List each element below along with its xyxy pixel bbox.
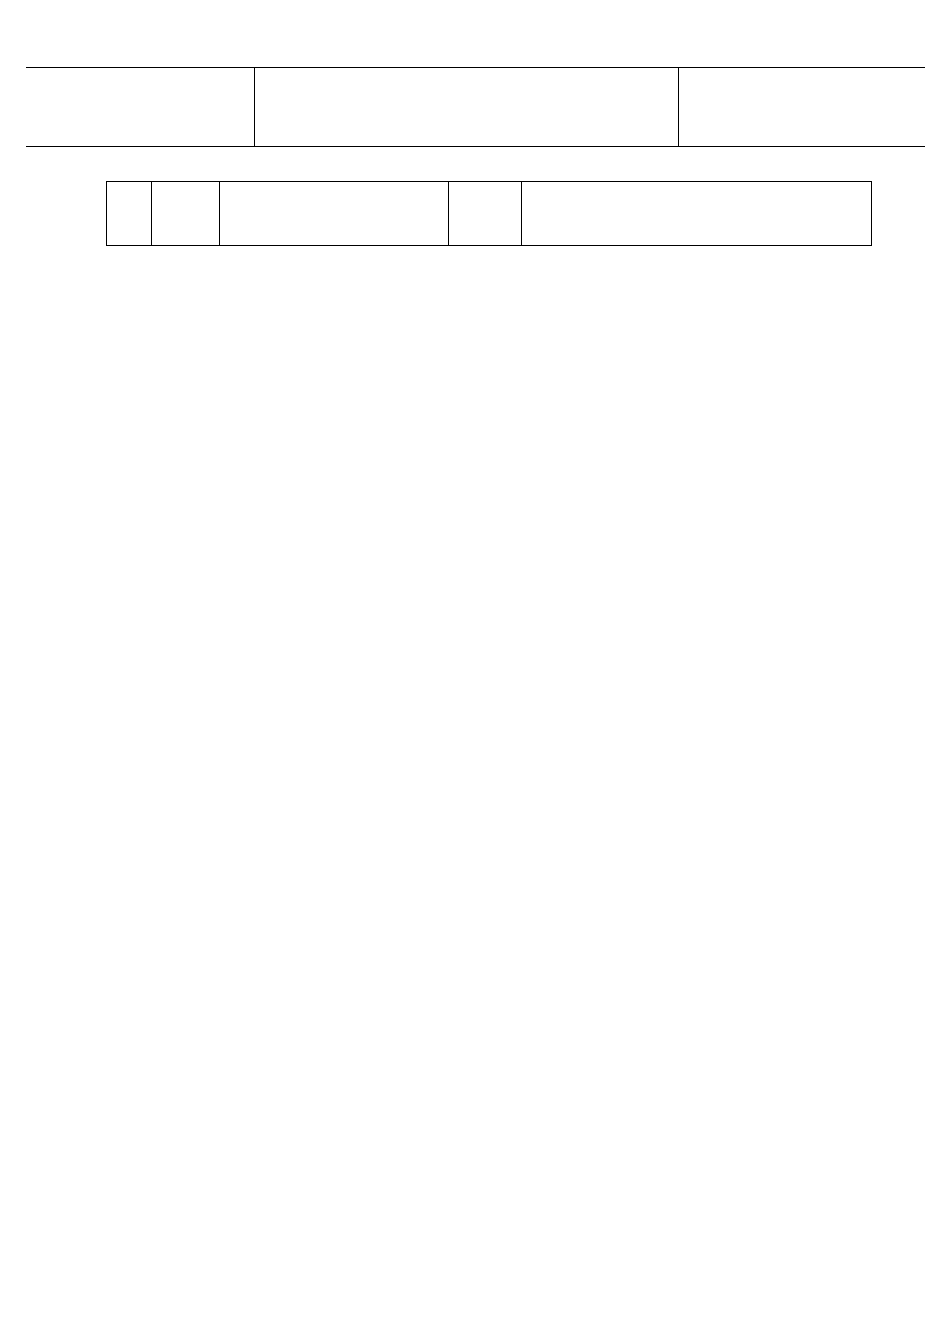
header-motto [254,68,679,146]
header-no [107,182,152,246]
table-header-row [107,182,872,246]
page-header [26,67,925,147]
header-note [522,182,872,246]
page-footer [0,1275,950,1293]
header-page-label [679,68,925,146]
header-editor [449,182,522,246]
header-meta [26,68,255,146]
header-code [152,182,220,246]
table-header-row-group [107,182,872,246]
book-table [106,181,872,246]
header-title [220,182,449,246]
